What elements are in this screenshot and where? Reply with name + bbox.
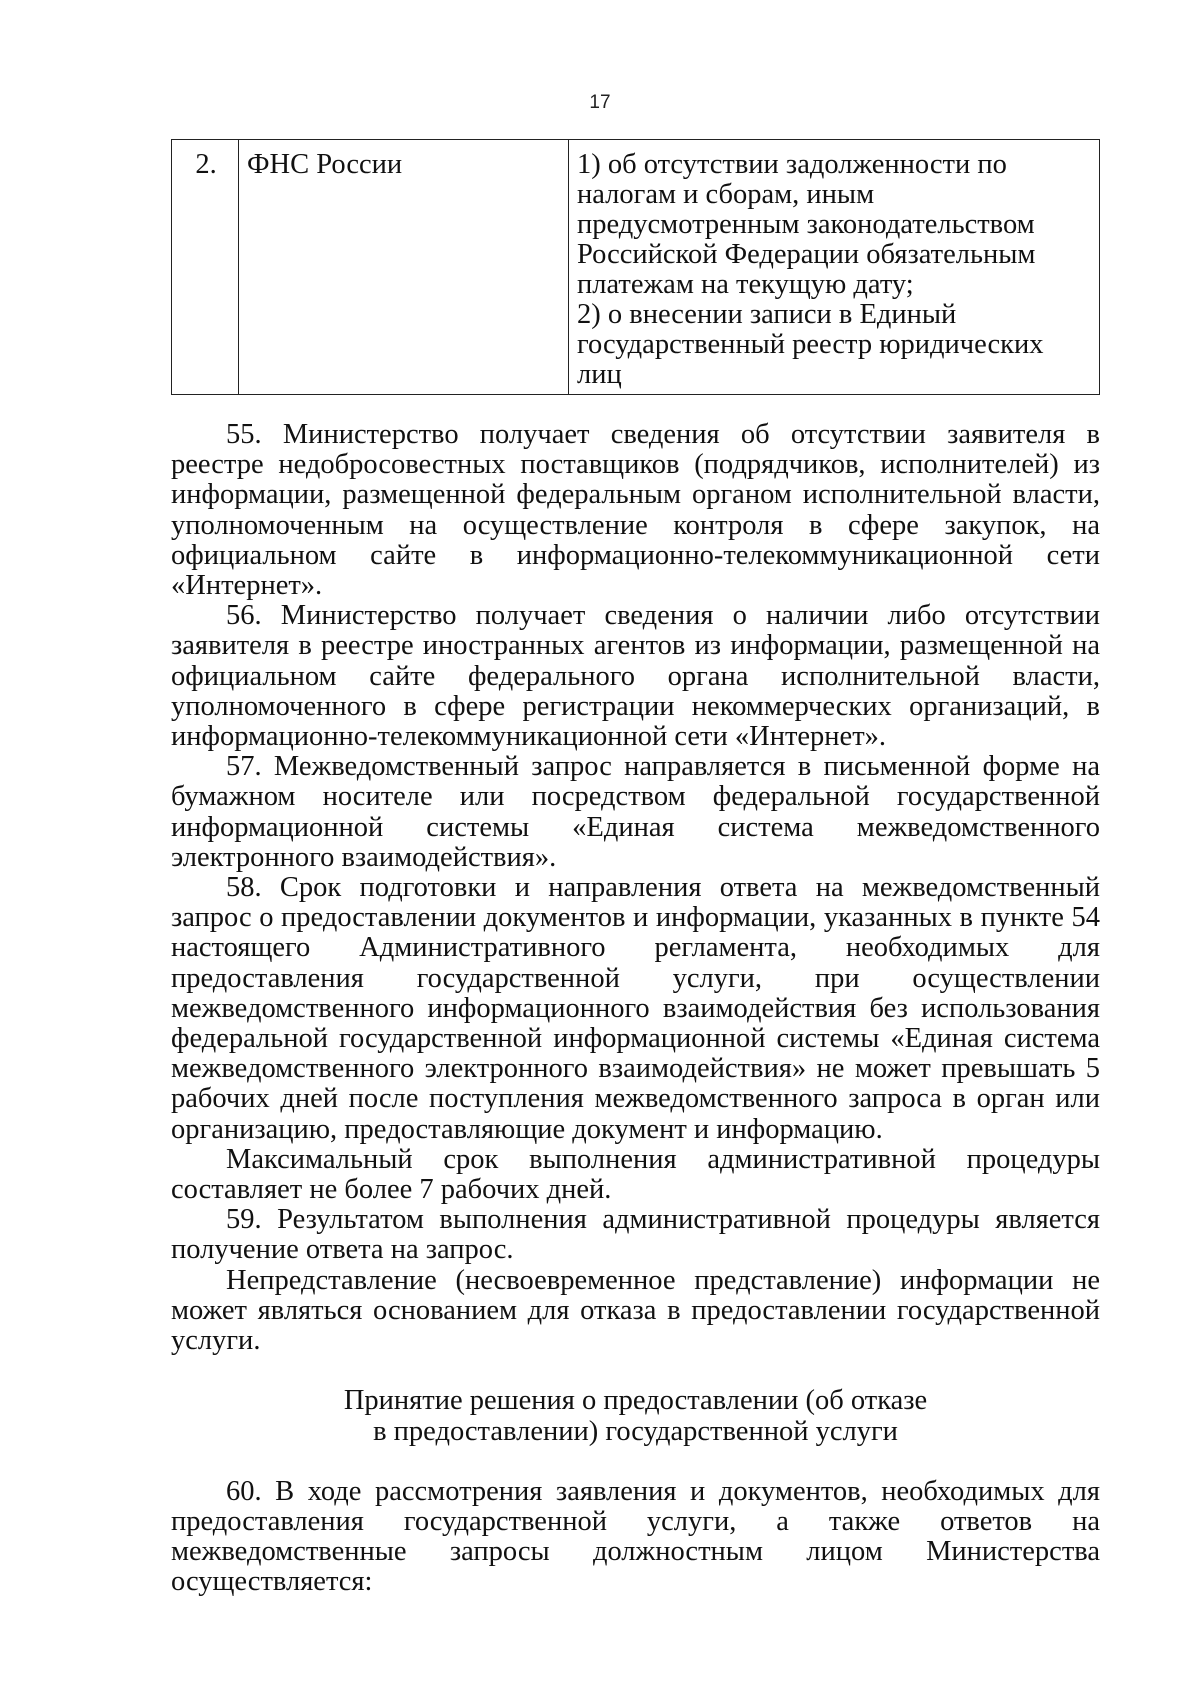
- paragraph-56: 56. Министерство получает сведения о наличии либо отсутствии заявителя в реестре иностранных агентов из информации, размещенной на официальном сайте федерального органа исполнительной власти, уполномоченного в сфере регистрации некоммерческих организаций, в информационно-телекоммуникационной сети «Интернет».: [171, 600, 1100, 753]
- section-heading-line-2: в предоставлении) государственной услуги: [373, 1415, 898, 1447]
- info-line: платежам на текущую дату;: [577, 269, 914, 300]
- section-heading-line-1: Принятие решения о предоставлении (об отказе: [343, 1385, 928, 1417]
- organization-cell: ФНС России: [239, 140, 569, 395]
- row-number: 2.: [172, 140, 239, 395]
- info-line: 2) о внесении записи в Единый: [577, 299, 957, 330]
- table-row: [172, 140, 1100, 395]
- info-line: 1) об отсутствии задолженности по: [577, 149, 1007, 180]
- paragraph-57: 57. Межведомственный запрос направляется в письменной форме на бумажном носителе или посредством федеральной государственной информационной системы «Единая система межведомственного электронного взаимодействия».: [171, 751, 1100, 873]
- agency-table: [171, 139, 1100, 395]
- paragraph-55: 55. Министерство получает сведения об отсутствии заявителя в реестре недобросовестных поставщиков (подрядчиков, исполнителей) из информации, размещенной федеральным органом исполнительной власти, уполномоченным на осуществление контроля в сфере закупок, на официальном сайте в информационно-телекоммуникационной сети «Интернет».: [171, 419, 1100, 602]
- paragraph-59: 59. Результатом выполнения административной процедуры является получение ответа на запрос.: [171, 1204, 1100, 1266]
- info-line: государственный реестр юридических: [577, 329, 1044, 360]
- document-body: [171, 420, 1100, 1598]
- info-line: Российской Федерации обязательным: [577, 239, 1036, 270]
- info-line: лиц: [577, 359, 622, 390]
- paragraph-60: 60. В ходе рассмотрения заявления и документов, необходимых для предоставления государственной услуги, а также ответов на межведомственные запросы должностным лицом Министерства осуществляется:: [171, 1475, 1100, 1598]
- info-line: предусмотренным законодательством: [577, 209, 1035, 240]
- info-cell: [569, 140, 1100, 395]
- page-number: 17: [589, 92, 611, 113]
- paragraph-59-note: Непредставление (несвоевременное представление) информации не может являться основанием для отказа в предоставлении государственной услуги.: [171, 1264, 1100, 1357]
- paragraph-58-max-term: Максимальный срок выполнения административной процедуры составляет не более 7 рабочих дней.: [171, 1143, 1100, 1206]
- paragraph-58: 58. Срок подготовки и направления ответа на межведомственный запрос о предоставлении документов и информации, указанных в пункте 54 настоящего Административного регламента, необходимых для предоставления государственной услуги, при осуществлении межведомственного информационного взаимодействия без использования федеральной государственной информационной системы «Единая система межведомственного электронного взаимодействия» не может превышать 5 рабочих дней после поступления межведомственного запроса в орган или организацию, предоставляющие документ и информацию.: [171, 872, 1100, 1145]
- info-line: налогам и сборам, иным: [577, 179, 875, 210]
